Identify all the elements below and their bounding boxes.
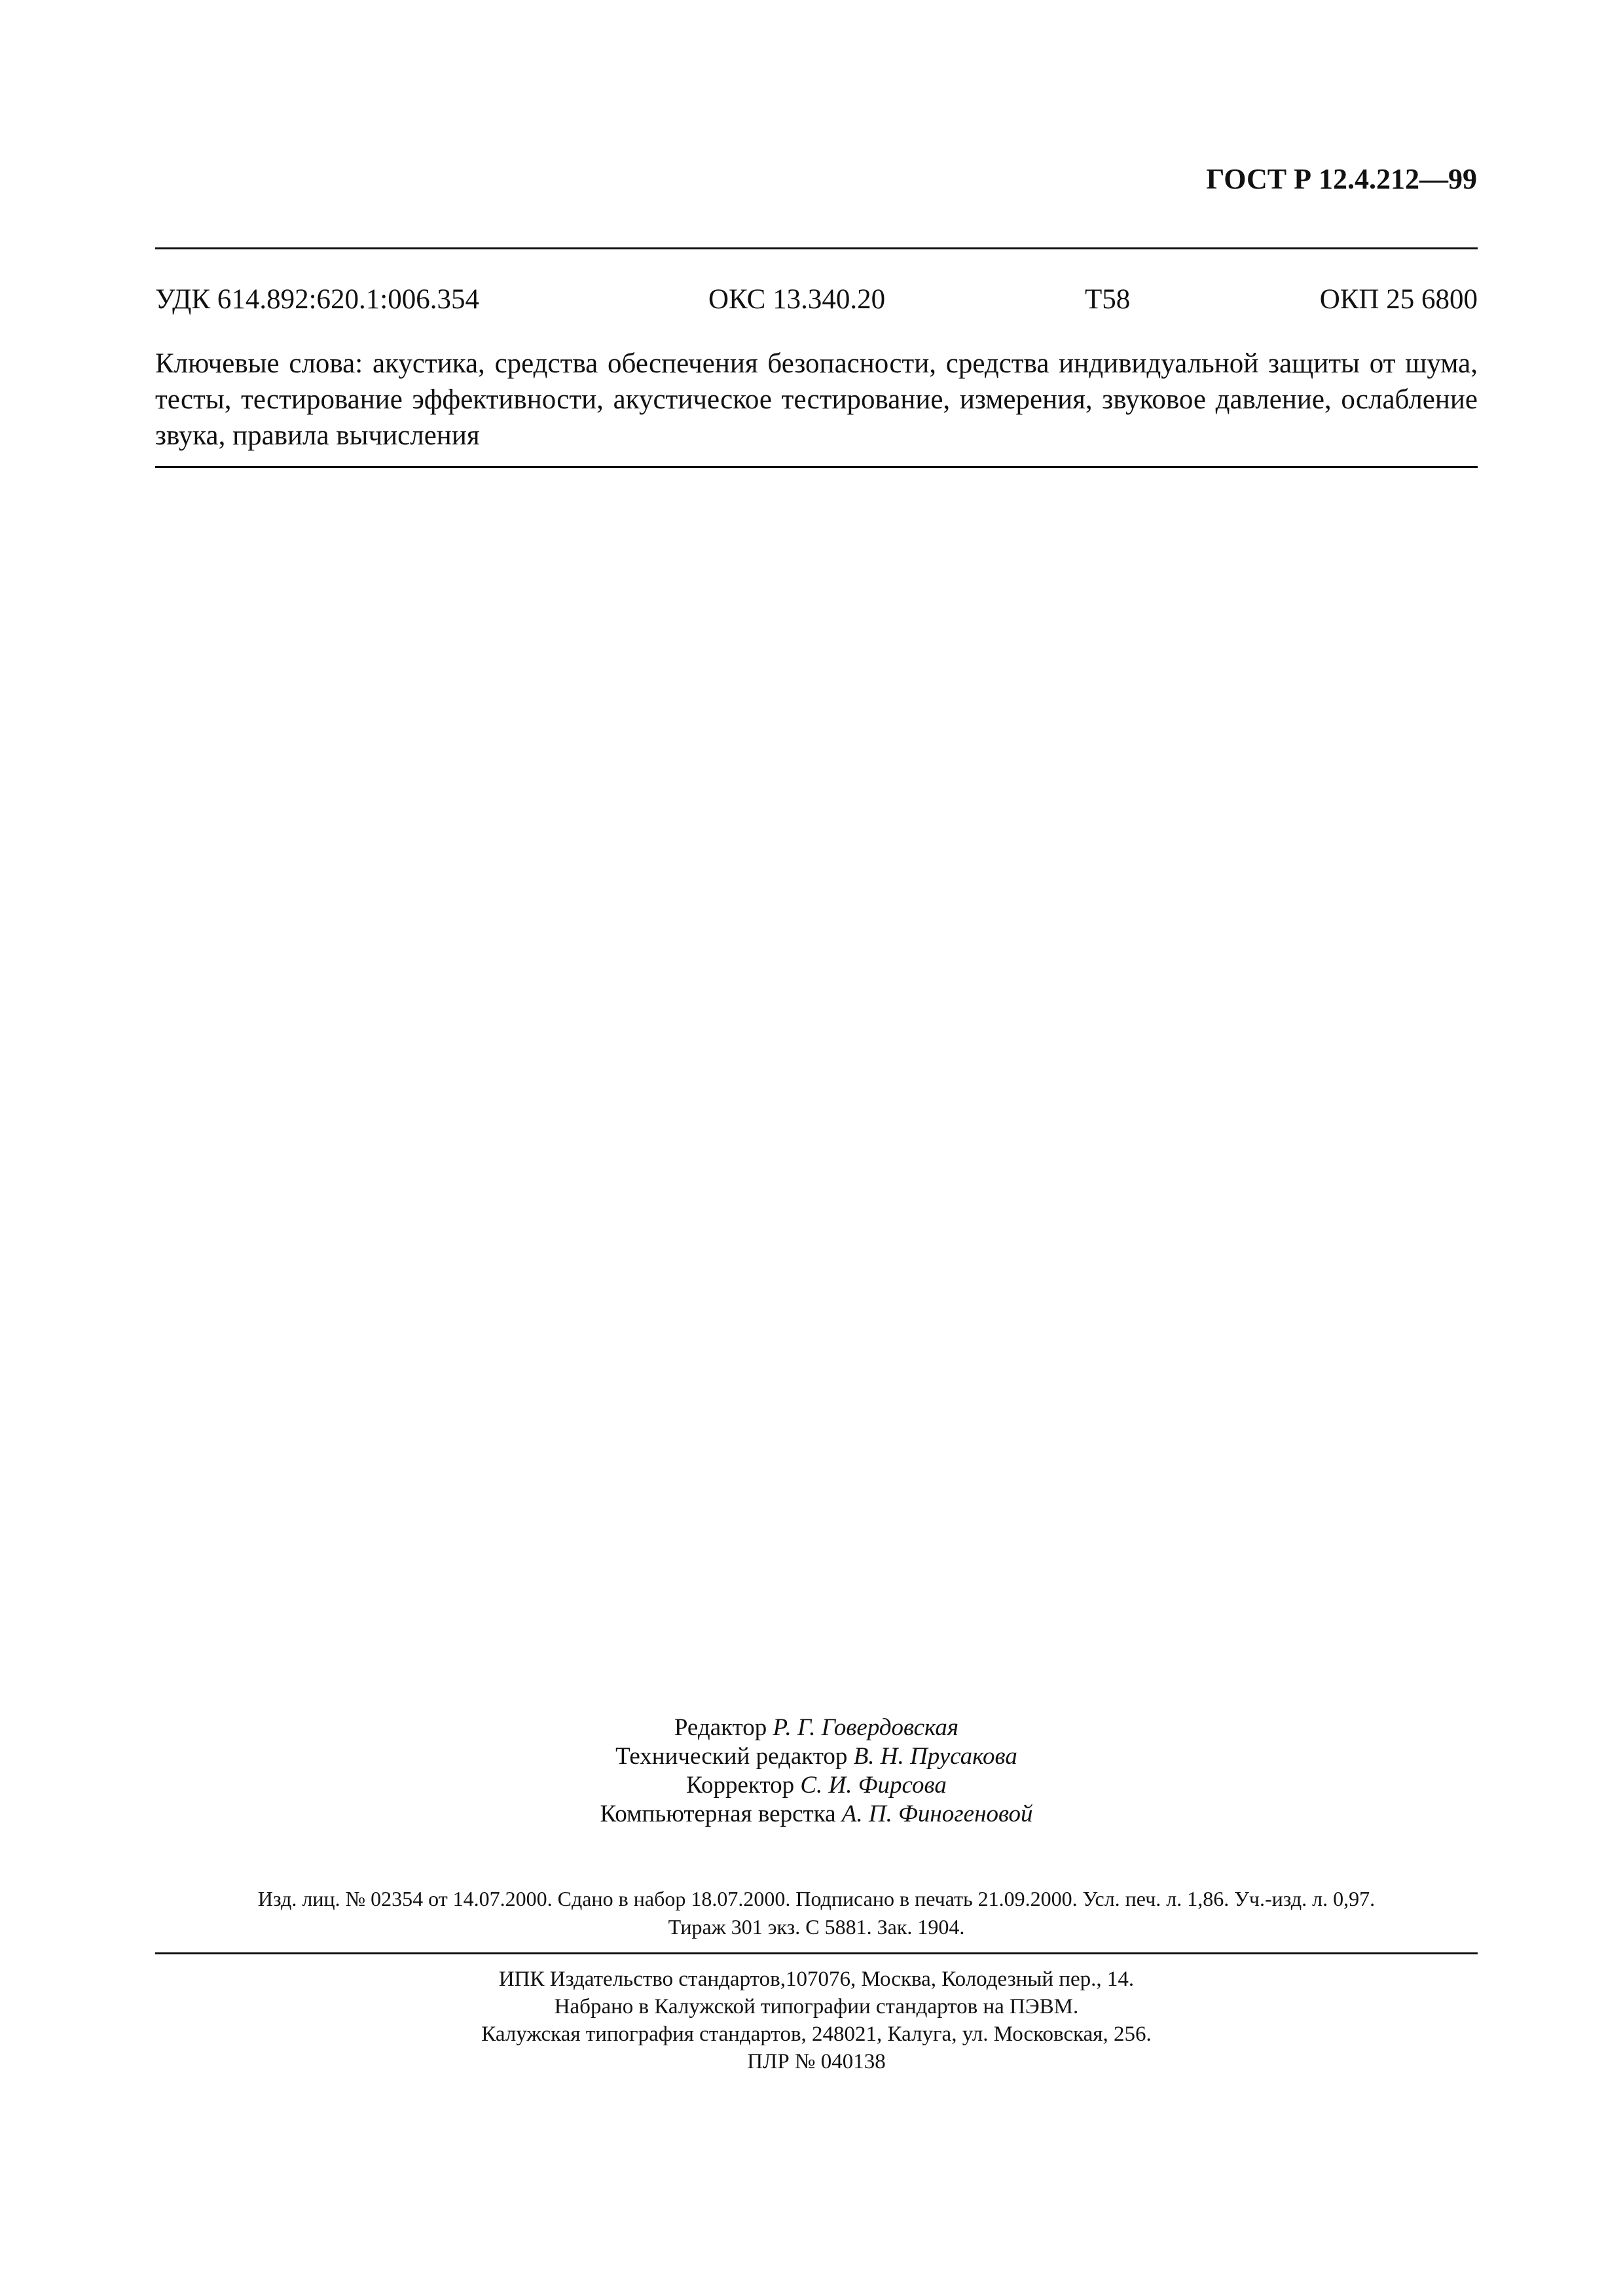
oks-code: ОКС 13.340.20 (708, 284, 886, 315)
group-code: Т58 (1085, 284, 1131, 315)
credit-role: Редактор (674, 1714, 767, 1741)
publisher-address: ИПК Издательство стандартов,107076, Москва, Колодезный пер., 14. (498, 1967, 1135, 1991)
credit-name: С. И. Фирсова (800, 1772, 947, 1799)
credit-role: Технический редактор (615, 1743, 848, 1770)
credit-name: А. П. Финогеновой (841, 1801, 1033, 1827)
credit-technical-editor (155, 1742, 1478, 1771)
standard-number: ГОСТ Р 12.4.212—99 (1206, 163, 1477, 195)
top-divider (155, 247, 1478, 249)
credit-name: Р. Г. Говердовская (773, 1714, 959, 1741)
license-number: ПЛР № 040138 (747, 2050, 886, 2073)
printer-address: Калужская типография стандартов, 248021, Калуга, ул. Московская, 256. (481, 2022, 1152, 2046)
typeset-note: Набрано в Калужской типографии стандартов на ПЭВМ. (554, 1995, 1079, 2018)
credit-name: В. Н. Прусакова (853, 1743, 1017, 1770)
credit-editor (155, 1713, 1478, 1742)
keywords-paragraph: Ключевые слова: акустика, средства обеспечения безопасности, средства индивидуальной защиты от шума, тесты, тестирование эффективности, акустическое тестирование, измерения, звуковое давление, ослабление звука, правила вычисления (155, 348, 1478, 451)
classification-row (155, 285, 1478, 318)
okp-code: ОКП 25 6800 (1319, 284, 1478, 315)
keywords-divider (155, 466, 1478, 468)
circulation-line: Тираж 301 экз. С 5881. Зак. 1904. (668, 1915, 965, 1939)
credit-role: Корректор (686, 1772, 795, 1799)
credit-typesetting (155, 1800, 1478, 1829)
bottom-divider (155, 1952, 1478, 1954)
udk-code: УДК 614.892:620.1:006.354 (155, 284, 480, 315)
editorial-credits (155, 1713, 1478, 1829)
publication-line: Изд. лиц. № 02354 от 14.07.2000. Сдано в набор 18.07.2000. Подписано в печать 21.09.2000. Усл. печ. л. 1,86. Уч.-изд. л. 0,97. (257, 1887, 1376, 1910)
credit-proofreader (155, 1771, 1478, 1800)
credit-role: Компьютерная верстка (600, 1801, 836, 1827)
printer-info (155, 1965, 1478, 2075)
publication-info (155, 1885, 1478, 1941)
